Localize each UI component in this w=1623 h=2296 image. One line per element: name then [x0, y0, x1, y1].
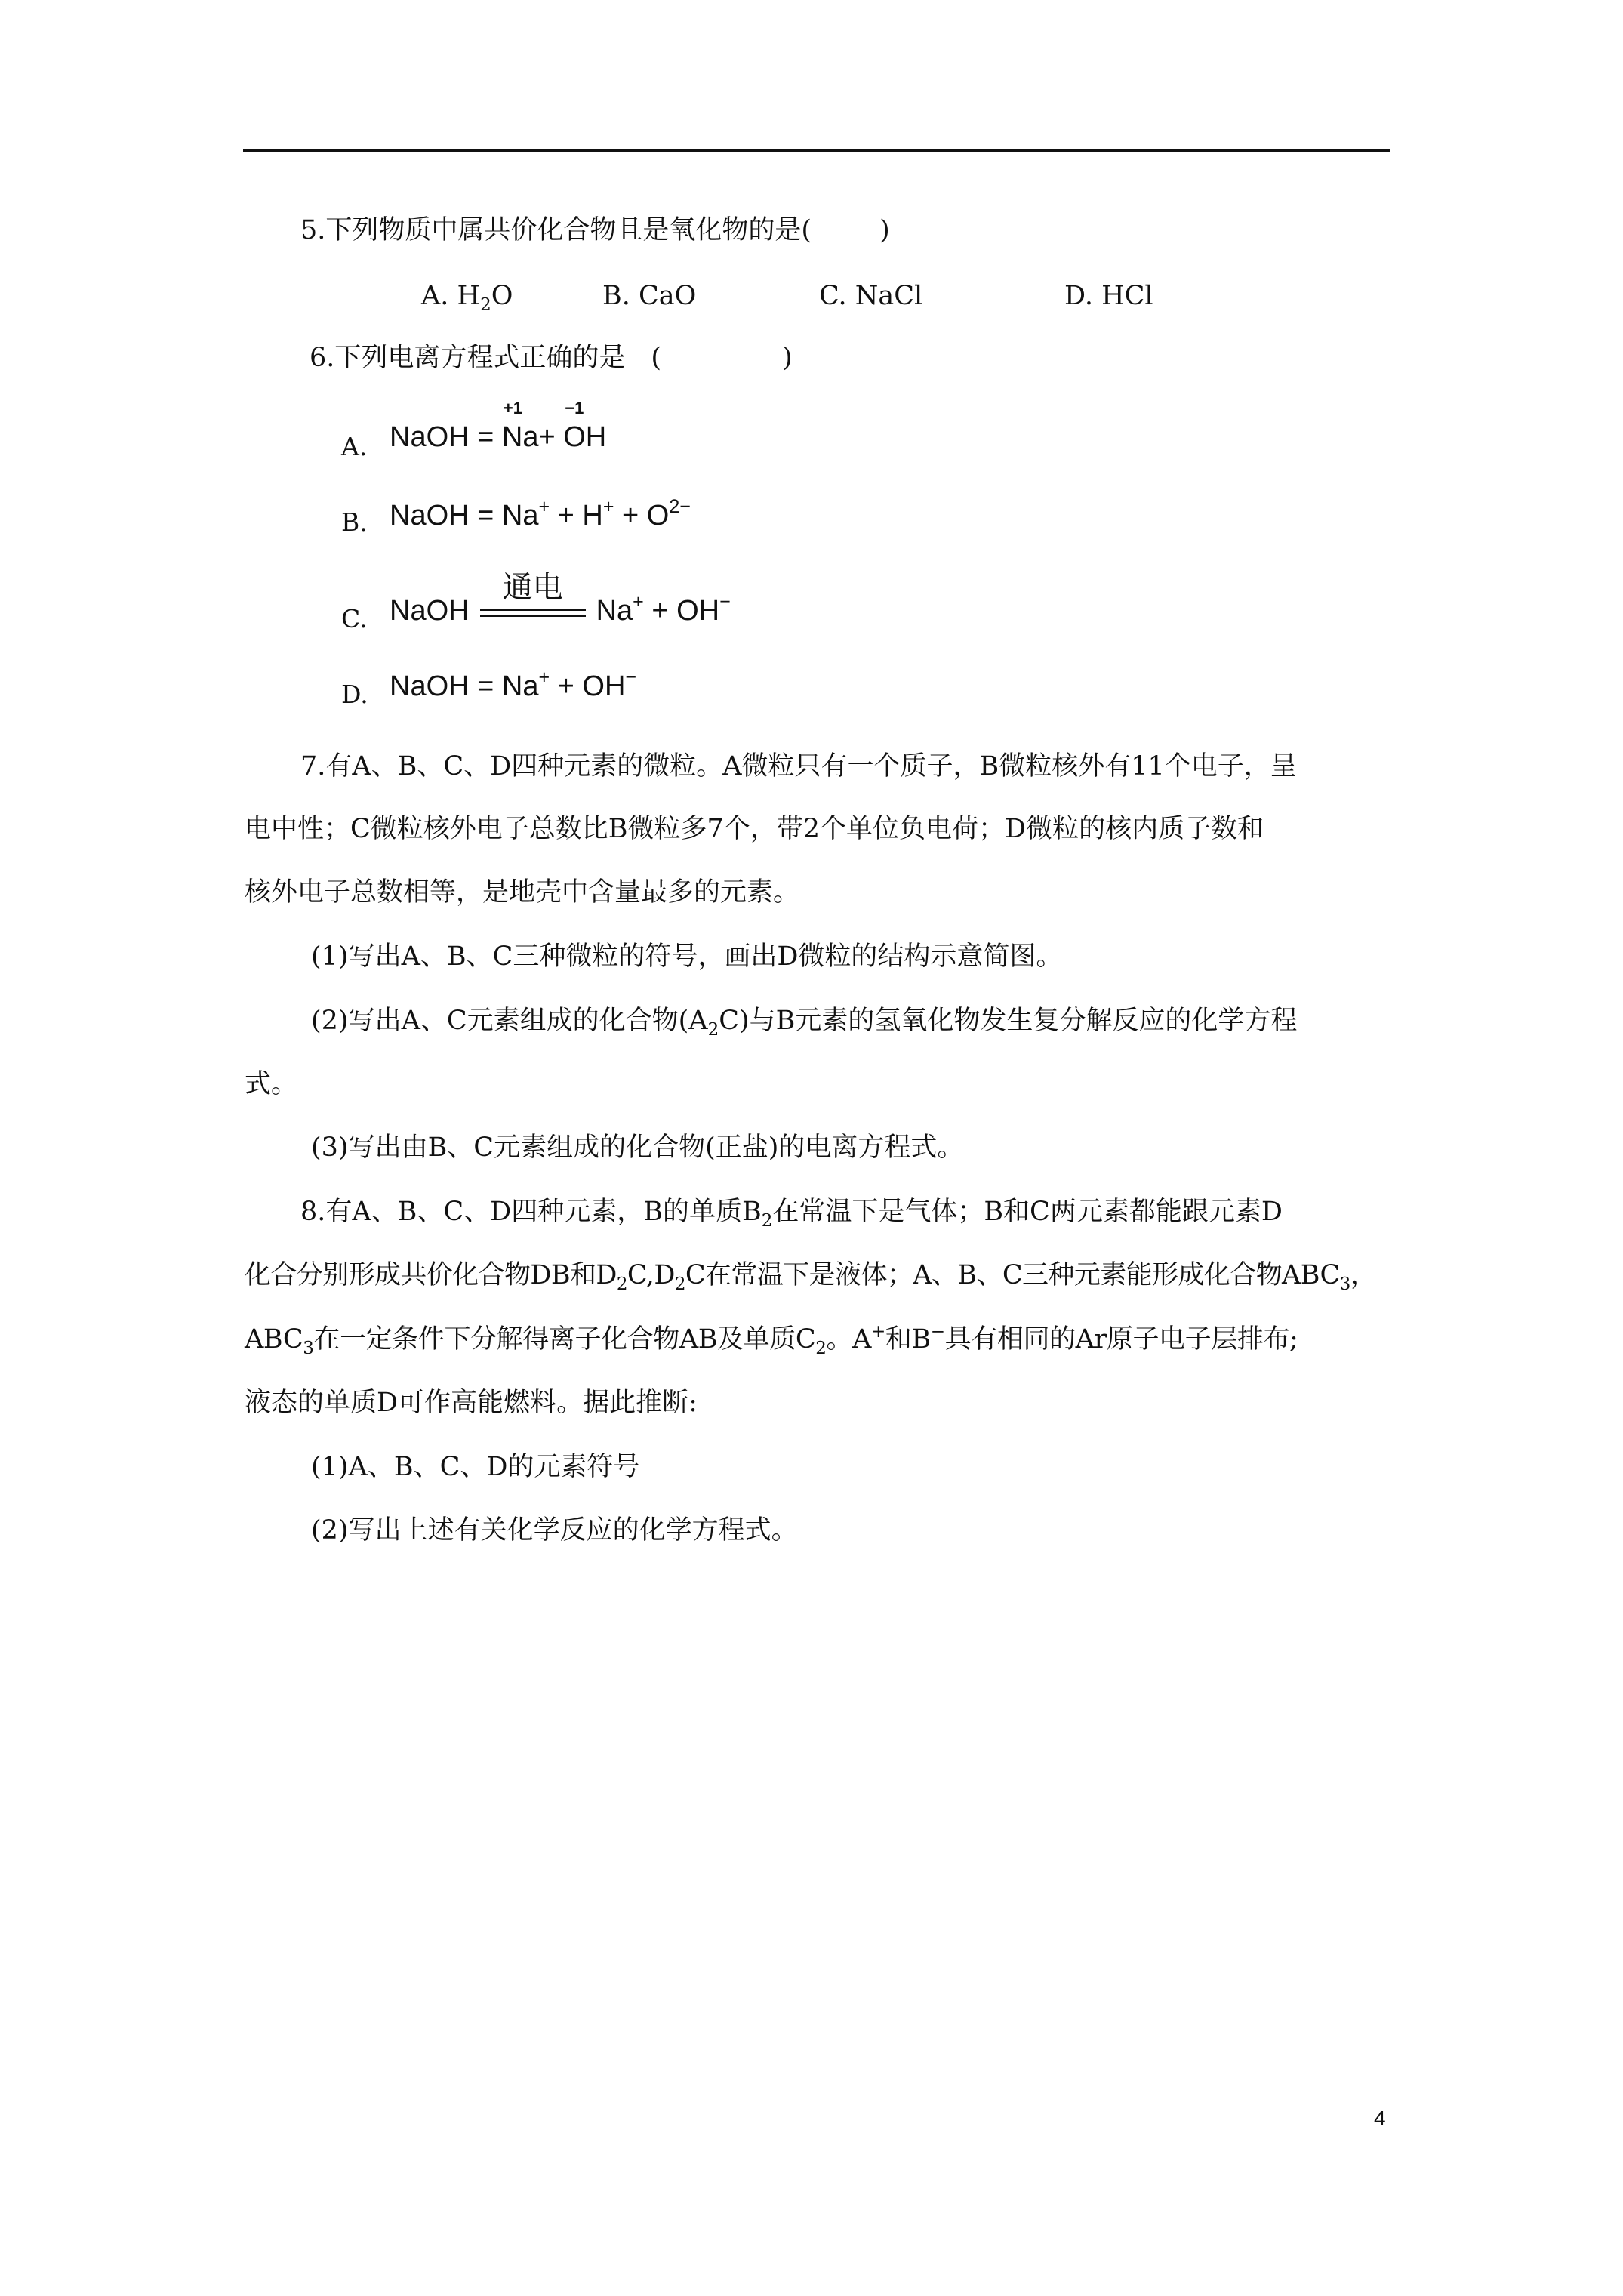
q7-line-2: 电中性；C微粒核外电子总数比B微粒多7个，带2个单位负电荷；D微粒的核内质子数和 — [245, 814, 1264, 844]
q8-line-4: 液态的单质D可作高能燃料。据此推断: — [245, 1388, 698, 1418]
oxidation-state-na: +1 — [503, 399, 522, 418]
q6-equation-c: NaOH 通电 Na+ + OH− — [390, 595, 731, 627]
q8-line-2: 化合分别形成共价化合物DB和$D_2C,D_2C$在常温下是液体；A、B、C三种元素能形成化合物$ABC_3$， — [245, 1260, 1377, 1294]
q7-line-3: 核外电子总数相等，是地壳中含量最多的元素。 — [245, 877, 800, 908]
q5-stem-text: 5.下列物质中属共价化合物且是氧化物的是( — [300, 215, 812, 245]
q5-option-d: D. HCl — [1064, 281, 1153, 311]
oxidation-state-oh: −1 — [565, 399, 584, 418]
q7-sub-3: (3)写出由B、C元素组成的化合物(正盐)的电离方程式。 — [311, 1133, 964, 1163]
q8-line-3: $ABC_3$在一定条件下分解得离子化合物AB及单质$C_2$。A+和B−具有相同的Ar原子电子层排布; — [245, 1322, 1298, 1358]
q7-sub-1: (1)写出A、B、C三种微粒的符号，画出D微粒的结构示意简图。 — [311, 942, 1063, 972]
q7-line-1: 7.有A、B、C、D四种元素的微粒。A微粒只有一个质子，B微粒核外有11个电子，呈 — [300, 751, 1297, 781]
q8-sub-1: (1)A、B、C、D的元素符号 — [311, 1452, 640, 1482]
q6-label-c: C. — [341, 604, 368, 633]
q6-label-b: B. — [341, 507, 368, 537]
header-rule — [243, 149, 1390, 152]
q5-stem-close: ) — [879, 215, 890, 245]
q6-equation-a: NaOH = +1 Na+ −1 OH — [390, 399, 607, 453]
q5-option-a: A. $H_2O$ — [421, 281, 513, 315]
q8-sub-2: (2)写出上述有关化学反应的化学方程式。 — [311, 1515, 798, 1546]
electrolysis-arrow — [480, 571, 586, 617]
q5-stem — [300, 214, 890, 248]
q6-stem: 6.下列电离方程式正确的是 ( ) — [310, 343, 793, 373]
q7-sub-2-cont: 式。 — [245, 1069, 298, 1099]
q5-option-b: B. CaO — [602, 281, 697, 311]
q6-equation-b: NaOH = $Na^+ + H^+ + O^{2-}$ — [390, 496, 691, 532]
q5-option-c: C. NaCl — [819, 281, 923, 311]
page-number: 4 — [1374, 2106, 1386, 2130]
q6-label-a: A. — [341, 432, 368, 461]
q8-line-1: 8.有A、B、C、D四种元素，B的单质$B_2$在常温下是气体；B和C两元素都能跟元素D — [300, 1197, 1283, 1231]
q7-sub-2: (2)写出A、C元素组成的化合物$(A_2C)$与B元素的氢氧化物发生复分解反应的化学方程 — [311, 1006, 1298, 1040]
condition-label: 通电 — [502, 571, 563, 605]
q6-label-d: D. — [341, 680, 368, 709]
q6-equation-d: NaOH = Na+ + OH− — [390, 667, 636, 702]
